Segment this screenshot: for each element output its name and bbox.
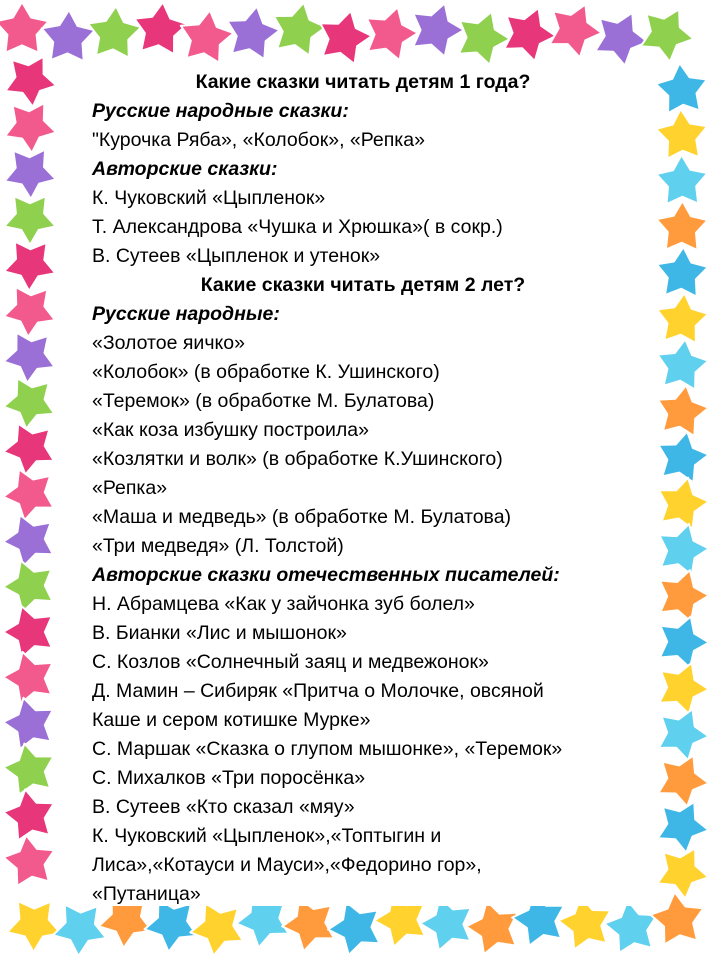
star-decoration (595, 13, 647, 66)
star-decoration (88, 6, 141, 58)
star-decoration (3, 744, 53, 795)
list-item: К. Чуковский «Цыпленок»,«Топтыгин и (92, 825, 442, 847)
star-decoration (656, 155, 707, 204)
list-item: К. Чуковский «Цыпленок» (92, 187, 326, 209)
star-decoration (641, 9, 694, 61)
star-decoration (651, 892, 704, 944)
star-decoration (459, 12, 510, 65)
star-decoration (274, 3, 326, 56)
star-decoration (659, 524, 709, 575)
star-decoration (660, 570, 709, 621)
star-decoration (3, 835, 54, 886)
star-decoration (658, 385, 709, 436)
star-decoration (0, 2, 49, 53)
star-decoration (413, 3, 464, 56)
fairy-tale-list (78, 64, 648, 906)
star-decoration (659, 709, 709, 760)
list-item: С. Козлов «Солнечный заяц и медвежонок» (92, 651, 489, 673)
list-item: В. Сутеев «Цыпленок и утенок» (92, 245, 381, 267)
list-item: Н. Абрамцева «Как у зайчонка зуб болел» (92, 593, 475, 615)
list-item: С. Маршак «Сказка о глупом мышонке», «Теремок» (92, 738, 563, 760)
star-decoration (659, 478, 709, 529)
subheading-author-1: Авторские сказки: (92, 158, 278, 180)
star-decoration (5, 103, 56, 153)
star-decoration (657, 293, 708, 343)
star-decoration (3, 606, 52, 657)
list-item: «Теремок» (в обработке М. Булатова) (92, 390, 435, 412)
list-item: «Козлятки и волк» (в обработке К.Ушинского) (92, 448, 503, 470)
list-item: Д. Мамин – Сибиряк «Притча о Молочке, овсяной (92, 680, 544, 702)
star-decoration (134, 2, 187, 54)
star-decoration (4, 242, 55, 291)
list-item: «Золотое яичко» (92, 332, 245, 354)
star-decoration (328, 902, 380, 955)
star-decoration (658, 848, 709, 898)
subheading-author-2: Авторские сказки отечественных писателей: (92, 564, 560, 586)
list-item: С. Михалков «Три поросёнка» (92, 767, 366, 789)
star-decoration (658, 339, 709, 389)
star-decoration (190, 903, 243, 956)
star-decoration (3, 789, 54, 840)
star-decoration (657, 201, 708, 250)
star-decoration (3, 652, 52, 703)
star-decoration (3, 424, 54, 475)
star-decoration (3, 378, 54, 429)
star-decoration (658, 756, 708, 807)
star-decoration (53, 905, 106, 957)
star-decoration (4, 196, 55, 245)
subheading-russian-folk-2: Русские народные: (92, 303, 280, 325)
list-item: Т. Александрова «Чушка и Хрюшка»( в сокр.) (92, 216, 503, 238)
star-decoration (367, 7, 418, 60)
list-item: «Маша и медведь» (в обработке М. Булатова) (92, 506, 512, 528)
list-item: В. Сутеев «Кто сказал «мяу» (92, 796, 355, 818)
list-item: В. Бианки «Лис и мышонок» (92, 622, 347, 644)
list-item: Лиса»,«Котауси и Мауси»,«Федорино гор», (92, 854, 482, 876)
star-decoration (656, 63, 707, 113)
star-decoration (320, 11, 372, 64)
star-decoration (660, 617, 709, 668)
star-decoration (658, 432, 708, 483)
star-decoration (181, 10, 234, 62)
star-decoration (3, 698, 53, 749)
star-decoration (42, 10, 95, 61)
star-decoration (4, 287, 55, 337)
title-age-1: Какие сказки читать детям 1 года? (195, 71, 531, 93)
star-decoration (7, 901, 60, 952)
title-age-2: Какие сказки читать детям 2 лет? (200, 274, 526, 296)
star-decoration (604, 900, 657, 953)
list-item: Каше и сером котишке Мурке» (92, 709, 371, 731)
list-item: «Репка» (92, 477, 168, 499)
star-decoration (227, 6, 279, 59)
star-decoration (5, 150, 56, 199)
star-decoration (3, 561, 52, 612)
star-decoration (4, 333, 55, 383)
star-decoration (656, 109, 707, 159)
star-decoration (282, 898, 334, 951)
subheading-russian-folk-1: Русские народные сказки: (92, 100, 349, 122)
star-decoration (550, 4, 602, 57)
star-decoration (504, 8, 556, 61)
list-item: «Колобок» (в обработке К. Ушинского) (92, 361, 440, 383)
list-item: «Путаница» (92, 883, 201, 905)
star-decoration (3, 515, 53, 566)
star-decoration (466, 901, 518, 954)
list-item: «Три медведя» (Л. Толстой) (92, 535, 344, 557)
list-item: «Как коза избушку построила» (92, 419, 369, 441)
star-decoration (5, 57, 56, 107)
star-decoration (659, 663, 709, 714)
star-decoration (658, 802, 709, 853)
list-item: "Курочка Ряба», «Колобок», «Репка» (92, 129, 425, 151)
star-decoration (657, 247, 708, 297)
star-decoration (3, 469, 53, 520)
